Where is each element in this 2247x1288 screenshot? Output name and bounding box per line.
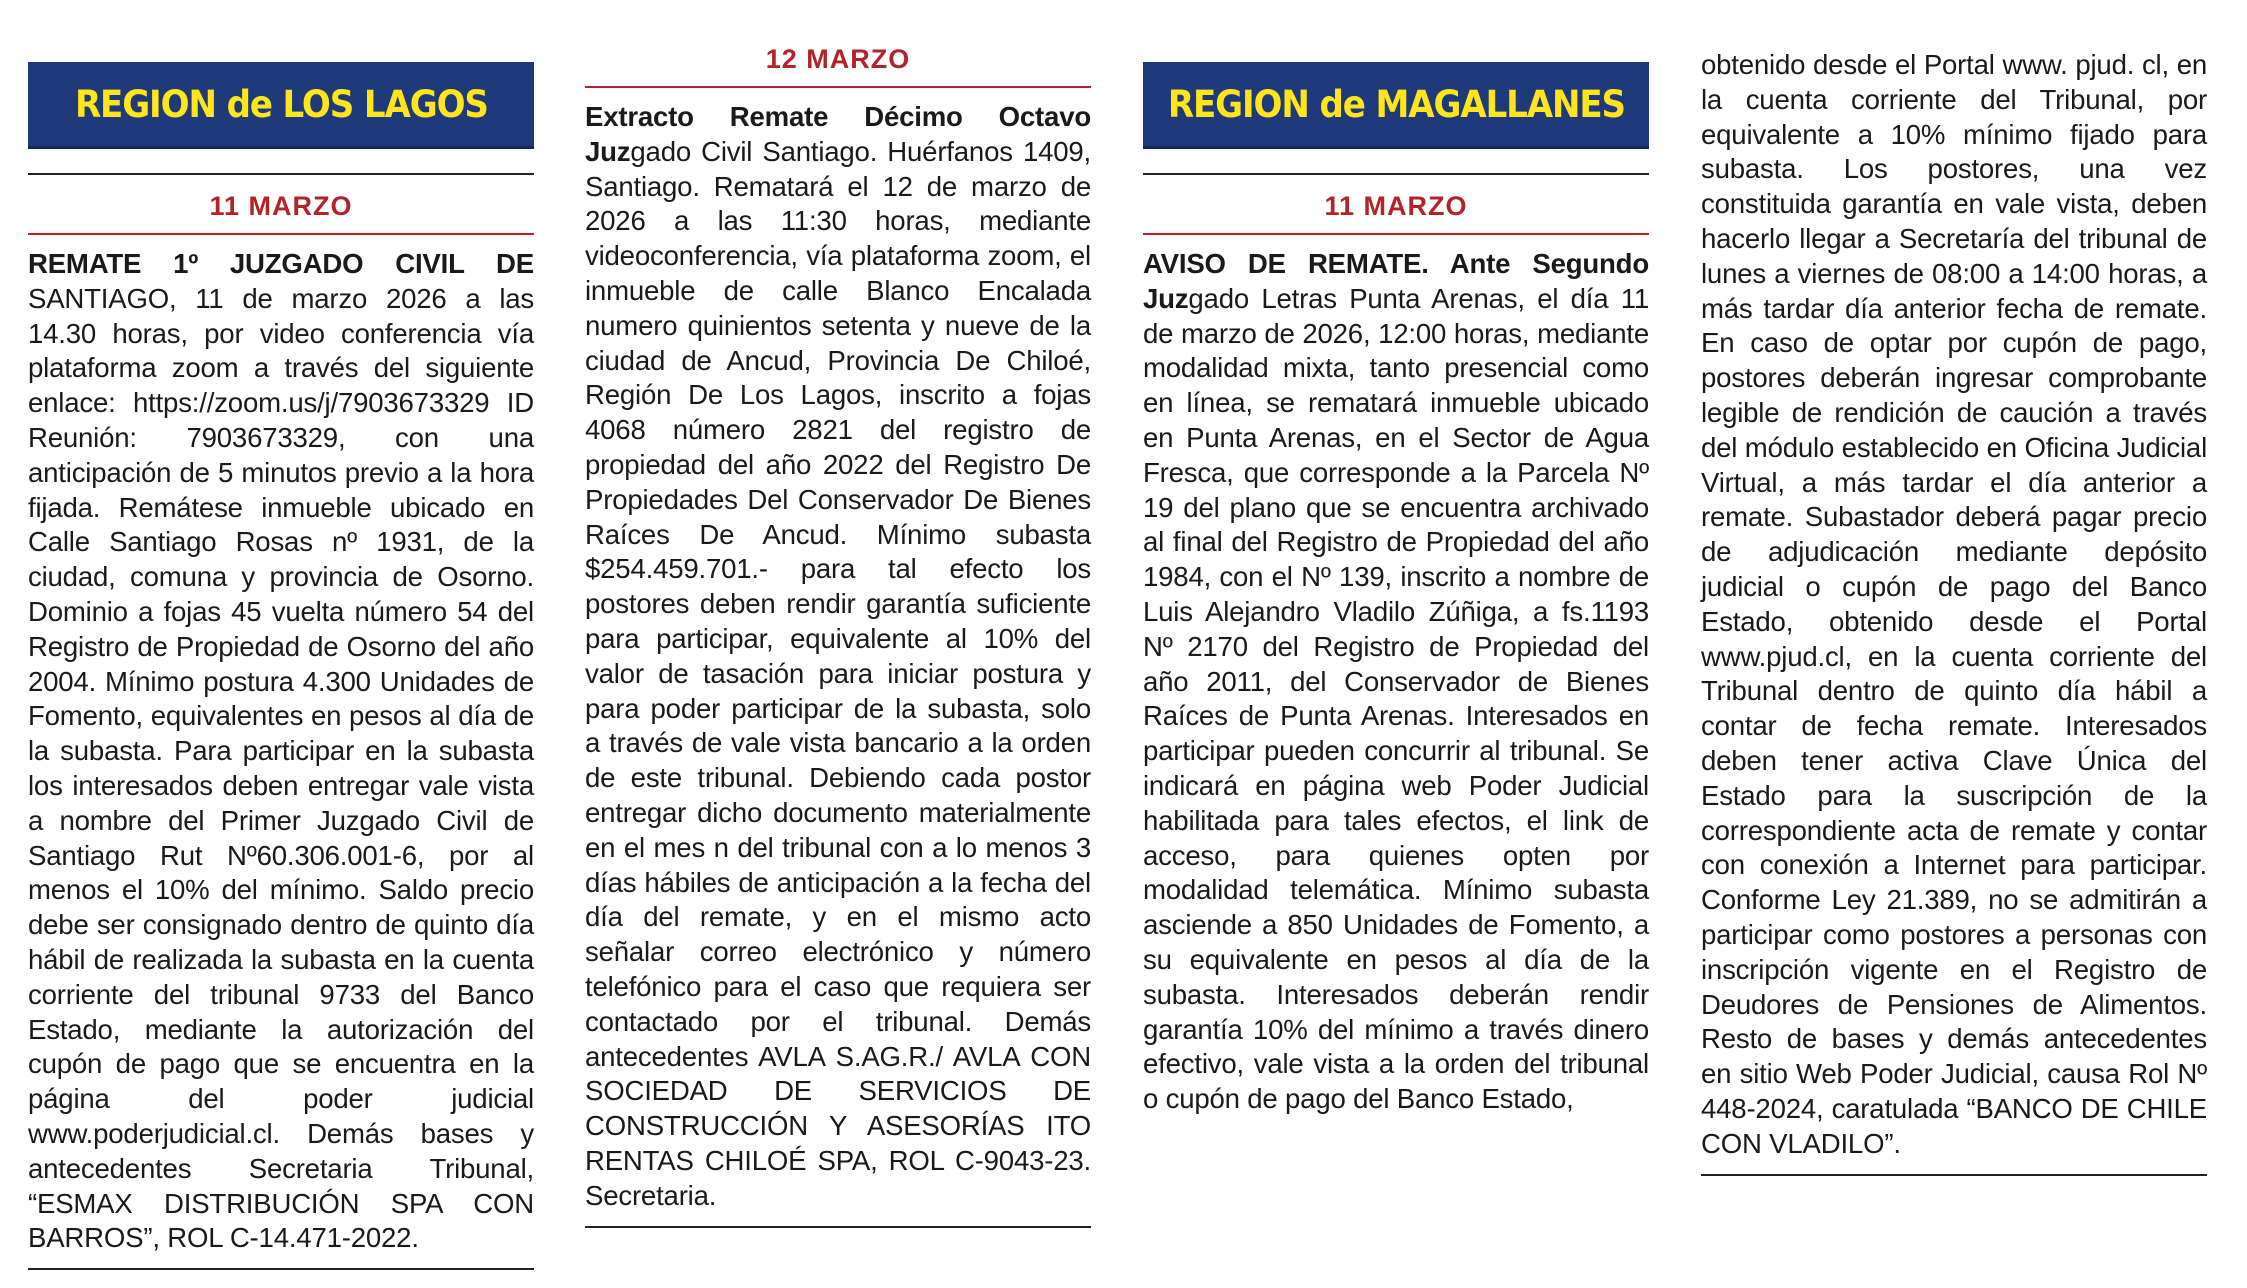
- notice-body: gado Letras Punta Arenas, el día 11 de marzo de 2026, 12:00 horas, mediante modalidad mixta, tanto presencial como en línea, se rematará inmueble ubicado en Punta Arenas, en el Sector de Agua Fresca, que corresponde a la Parcela Nº 19 del plano que se encuentra archivado al final del Registro de Propiedad del año 1984, con el Nº 139, inscrito a nombre de Luis Alejandro Vladilo Zúñiga, a fs.1193 Nº 2170 del Registro de Propiedad del año 2011, del Conservador de Bienes Raíces de Punta Arenas. Interesados en participar pueden concurrir al tribunal. Se indicará en página web Poder Judicial habilitada para tales efectos, el link de acceso, para quienes opten por modalidad telemática. Mínimo subasta asciende a 850 Unidades de Fomento, a su equivalente en pesos al día de la subasta. Interesados deberán rendir garantía 10% del mínimo a través dinero efectivo, vale vista a la orden del tribunal o cupón de pago del Banco Estado,: [1143, 282, 1649, 1115]
- auction-notice: [585, 100, 1091, 1214]
- divider: [28, 1268, 534, 1270]
- auction-notice: [28, 247, 534, 1256]
- auction-notice: [1143, 247, 1649, 1117]
- divider: [1701, 1174, 2207, 1176]
- notice-body: gado Civil Santiago. Huérfanos 1409, Santiago. Rematará el 12 de marzo de 2026 a las 11:30 horas, mediante videoconferencia, vía plataforma zoom, el inmueble de calle Blanco Encalada numero quinientos setenta y nueve de la ciudad de Ancud, Provincia De Chiloé, Región De Los Lagos, inscrito a fojas 4068 número 2821 del registro de propiedad del año 2022 del Registro De Propiedades Del Conservador De Bienes Raíces De Ancud. Mínimo subasta $254.459.701.- para tal efecto los postores deben rendir garantía suficiente para participar, equivalente al 10% del valor de tasación para iniciar postura y para poder participar de la subasta, solo a través de vale vista bancario a la orden de este tribunal. Debiendo cada postor entregar dicho documento materialmente en el mes n del tribunal con a lo menos 3 días hábiles de anticipación a la fecha del día del remate, y en el mismo acto señalar correo electrónico y número telefónico para el caso que requiera ser contactado por el tribunal. Demás antecedentes AVLA S.AG.R./ AVLA CON SOCIEDAD DE SERVICIOS DE CONSTRUCCIÓN Y ASESORÍAS ITO RENTAS CHILOÉ SPA, ROL C-9043-23. Secretaria.: [585, 135, 1091, 1211]
- region-title: REGION de MAGALLANES: [1167, 82, 1625, 126]
- date-label: 11 MARZO: [1324, 191, 1468, 221]
- notice-lead: Extracto Remate Décimo Octavo Juz: [585, 101, 1091, 167]
- date-label: 11 MARZO: [209, 191, 353, 221]
- divider-red: [585, 86, 1091, 88]
- date-header: [28, 191, 534, 221]
- notice-lead: AVISO DE REMATE. Ante Segundo Juz: [1143, 248, 1649, 314]
- auction-notice-continued: [1701, 48, 2207, 1162]
- column-magallanes: [1143, 40, 1649, 1117]
- notice-lead: REMATE 1º JUZGADO CIVIL DE: [28, 248, 534, 279]
- notice-body: obtenido desde el Portal www. pjud. cl, en la cuenta corriente del Tribunal, por equivalente a 10% mínimo fijado para subasta. Los postores, una vez constituida garantía en vale vista, deben hacerlo llegar a Secretaría del tribunal de lunes a viernes de 08:00 a 14:00 horas, a más tardar día anterior fecha de remate. En caso de optar por cupón de pago, postores deberán ingresar comprobante legible de rendición de caución a través del módulo establecido en Oficina Judicial Virtual, a más tardar el día anterior a remate. Subastador deberá pagar precio de adjudicación mediante depósito judicial o cupón de pago del Banco Estado, obtenido desde el Portal www.pjud.cl, en la cuenta corriente del Tribunal dentro de quinto día hábil a contar de fecha remate. Interesados deben tener activa Clave Única del Estado para la suscripción de la correspondiente acta de remate y contar con conexión a Internet para participar. Conforme Ley 21.389, no se admitirán a participar como postores a personas con inscripción vigente en el Registro de Deudores de Pensiones de Alimentos. Resto de bases y demás antecedentes en sitio Web Poder Judicial, causa Rol Nº 448-2024, caratulada “BANCO DE CHILE CON VLADILO”.: [1701, 49, 2207, 1159]
- date-label: 12 MARZO: [765, 44, 911, 74]
- date-header: [1143, 191, 1649, 221]
- region-banner-magallanes: [1143, 62, 1649, 149]
- column-los-lagos: [28, 40, 534, 1270]
- divider: [28, 173, 534, 175]
- divider-red: [28, 233, 534, 235]
- column-magallanes-continued: [1701, 40, 2207, 1176]
- notice-body: SANTIAGO, 11 de marzo 2026 a las 14.30 horas, por video conferencia vía plataforma zoom a través del siguiente enlace: https://zoom.us/j/7903673329 ID Reunión: 7903673329, con una anticipación de 5 minutos previo a la hora fijada. Remátese inmueble ubicado en Calle Santiago Rosas nº 1931, de la ciudad, comuna y provincia de Osorno. Dominio a fojas 45 vuelta número 54 del Registro de Propiedad de Osorno del año 2004. Mínimo postura 4.300 Unidades de Fomento, equivalentes en pesos al día de la subasta. Para participar en la subasta los interesados deben entregar vale vista a nombre del Primer Juzgado Civil de Santiago Rut Nº60.306.001-6, por al menos el 10% del mínimo. Saldo precio debe ser consignado dentro de quinto día hábil de realizada la subasta en la cuenta corriente del tribunal 9733 del Banco Estado, mediante la autorización del cupón de pago que se encuentra en la página del poder judicial www.poderjudicial.cl. Demás bases y antecedentes Secretaria Tribunal, “ESMAX DISTRIBUCIÓN SPA CON BARROS”, ROL C-14.471-2022.: [28, 282, 534, 1254]
- date-header: [585, 44, 1091, 74]
- region-title: REGION de LOS LAGOS: [74, 82, 488, 126]
- divider: [1143, 173, 1649, 175]
- column-march-12: [585, 40, 1091, 1228]
- divider-red: [1143, 233, 1649, 235]
- region-banner-los-lagos: [28, 62, 534, 149]
- divider: [585, 1226, 1091, 1228]
